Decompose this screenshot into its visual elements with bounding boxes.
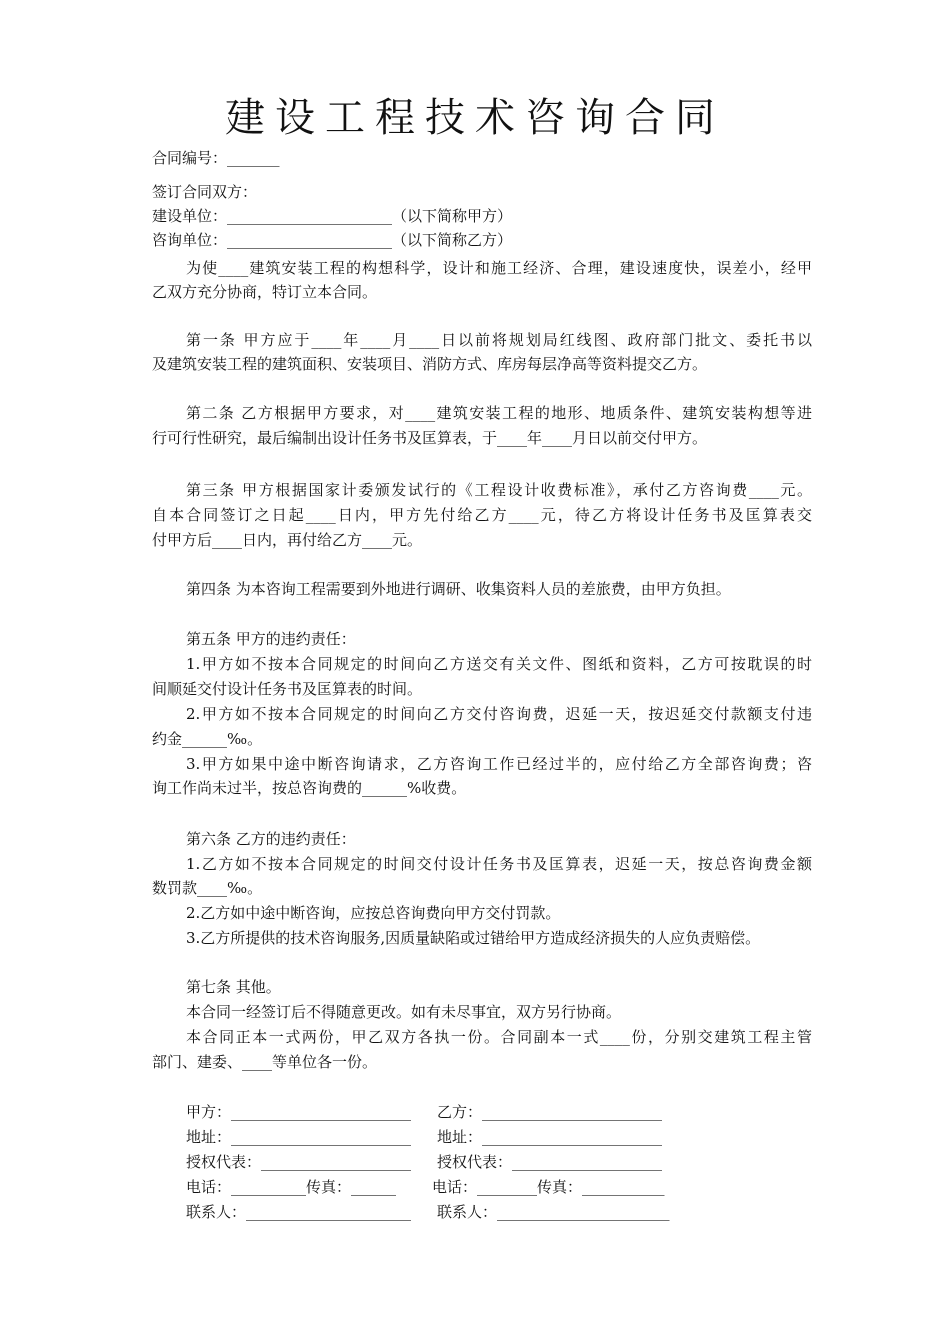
parties-label: 签订合同双方： xyxy=(152,183,258,201)
sig-contact-b: 联系人：_______________________ xyxy=(437,1203,670,1221)
sig-phone-a: 电话：__________传真：______ xyxy=(186,1178,397,1196)
article5-line: 3.甲方如果中途中断咨询请求，乙方咨询工作已经过半的，应付给乙方全部咨询费；咨 xyxy=(186,755,812,773)
article7-line: 部门、建委、____等单位各一份。 xyxy=(152,1053,378,1071)
article5-line: 2.甲方如不按本合同规定的时间向乙方交付咨询费，迟延一天，按迟延交付款额支付违 xyxy=(186,705,812,723)
article7-heading: 第七条 其他。 xyxy=(186,978,281,996)
article3-line: 自本合同签订之日起____日内，甲方先付给乙方____元，待乙方将设计任务书及匡算表交 xyxy=(152,506,812,524)
article5-line: 1.甲方如不按本合同规定的时间向乙方送交有关文件、图纸和资料，乙方可按耽误的时 xyxy=(186,655,812,673)
sig-address-a: 地址：________________________ xyxy=(186,1128,412,1146)
preamble-line: 乙双方充分协商，特订立本合同。 xyxy=(152,283,378,301)
article6-line: 2.乙方如中途中断咨询，应按总咨询费向甲方交付罚款。 xyxy=(186,904,561,922)
article6-line: 数罚款____‰。 xyxy=(152,879,263,897)
sig-address-b: 地址：________________________ xyxy=(437,1128,663,1146)
document-title: 建设工程技术咨询合同 xyxy=(225,95,725,141)
article2-line: 第二条 乙方根据甲方要求，对____建筑安装工程的地形、地质条件、建筑安装构想等进 xyxy=(186,404,812,422)
article3-line: 付甲方后____日内，再付给乙方____元。 xyxy=(152,531,423,549)
article4-line: 第四条 为本咨询工程需要到外地进行调研、收集资料人员的差旅费，由甲方负担。 xyxy=(186,580,731,598)
article6-line: 3.乙方所提供的技术咨询服务,因质量缺陷或过错给甲方造成经济损失的人应负责赔偿。 xyxy=(186,929,761,947)
sig-rep-b: 授权代表：____________________ xyxy=(437,1153,663,1171)
article5-heading: 第五条 甲方的违约责任： xyxy=(186,630,356,648)
article6-heading: 第六条 乙方的违约责任： xyxy=(186,830,356,848)
sig-rep-a: 授权代表：____________________ xyxy=(186,1153,412,1171)
sig-party-b: 乙方：________________________ xyxy=(437,1103,663,1121)
consultant-line: 咨询单位：______________________（以下简称乙方） xyxy=(152,231,513,249)
contract-number: 合同编号：_______ xyxy=(152,149,280,167)
article1-line: 及建筑安装工程的建筑面积、安装项目、消防方式、库房每层净高等资料提交乙方。 xyxy=(152,355,708,373)
article2-line: 行可行性研究，最后编制出设计任务书及匡算表，于____年____月日以前交付甲方。 xyxy=(152,429,708,447)
article5-line: 约金______‰。 xyxy=(152,730,263,748)
article5-line: 询工作尚未过半，按总咨询费的______%收费。 xyxy=(152,779,467,797)
sig-party-a: 甲方：________________________ xyxy=(186,1103,412,1121)
client-line: 建设单位：______________________（以下简称甲方） xyxy=(152,207,513,225)
preamble-line: 为使____建筑安装工程的构想科学，设计和施工经济、合理，建设速度快，误差小，经甲 xyxy=(186,259,812,277)
article1-line: 第一条 甲方应于____年____月____日以前将规划局红线图、政府部门批文、委托书以 xyxy=(186,331,812,349)
article7-line: 本合同正本一式两份，甲乙双方各执一份。合同副本一式____份，分别交建筑工程主管 xyxy=(186,1028,812,1046)
article6-line: 1.乙方如不按本合同规定的时间交付设计任务书及匡算表，迟延一天，按总咨询费金额 xyxy=(186,855,812,873)
sig-contact-a: 联系人：______________________ xyxy=(186,1203,412,1221)
article3-line: 第三条 甲方根据国家计委颁发试行的《工程设计收费标准》，承付乙方咨询费____元。 xyxy=(186,481,812,499)
sig-phone-b: 电话：________传真：___________ xyxy=(432,1178,665,1196)
article5-line: 间顺延交付设计任务书及匡算表的时间。 xyxy=(152,680,423,698)
article7-line: 本合同一经签订后不得随意更改。如有未尽事宜，双方另行协商。 xyxy=(186,1003,622,1021)
